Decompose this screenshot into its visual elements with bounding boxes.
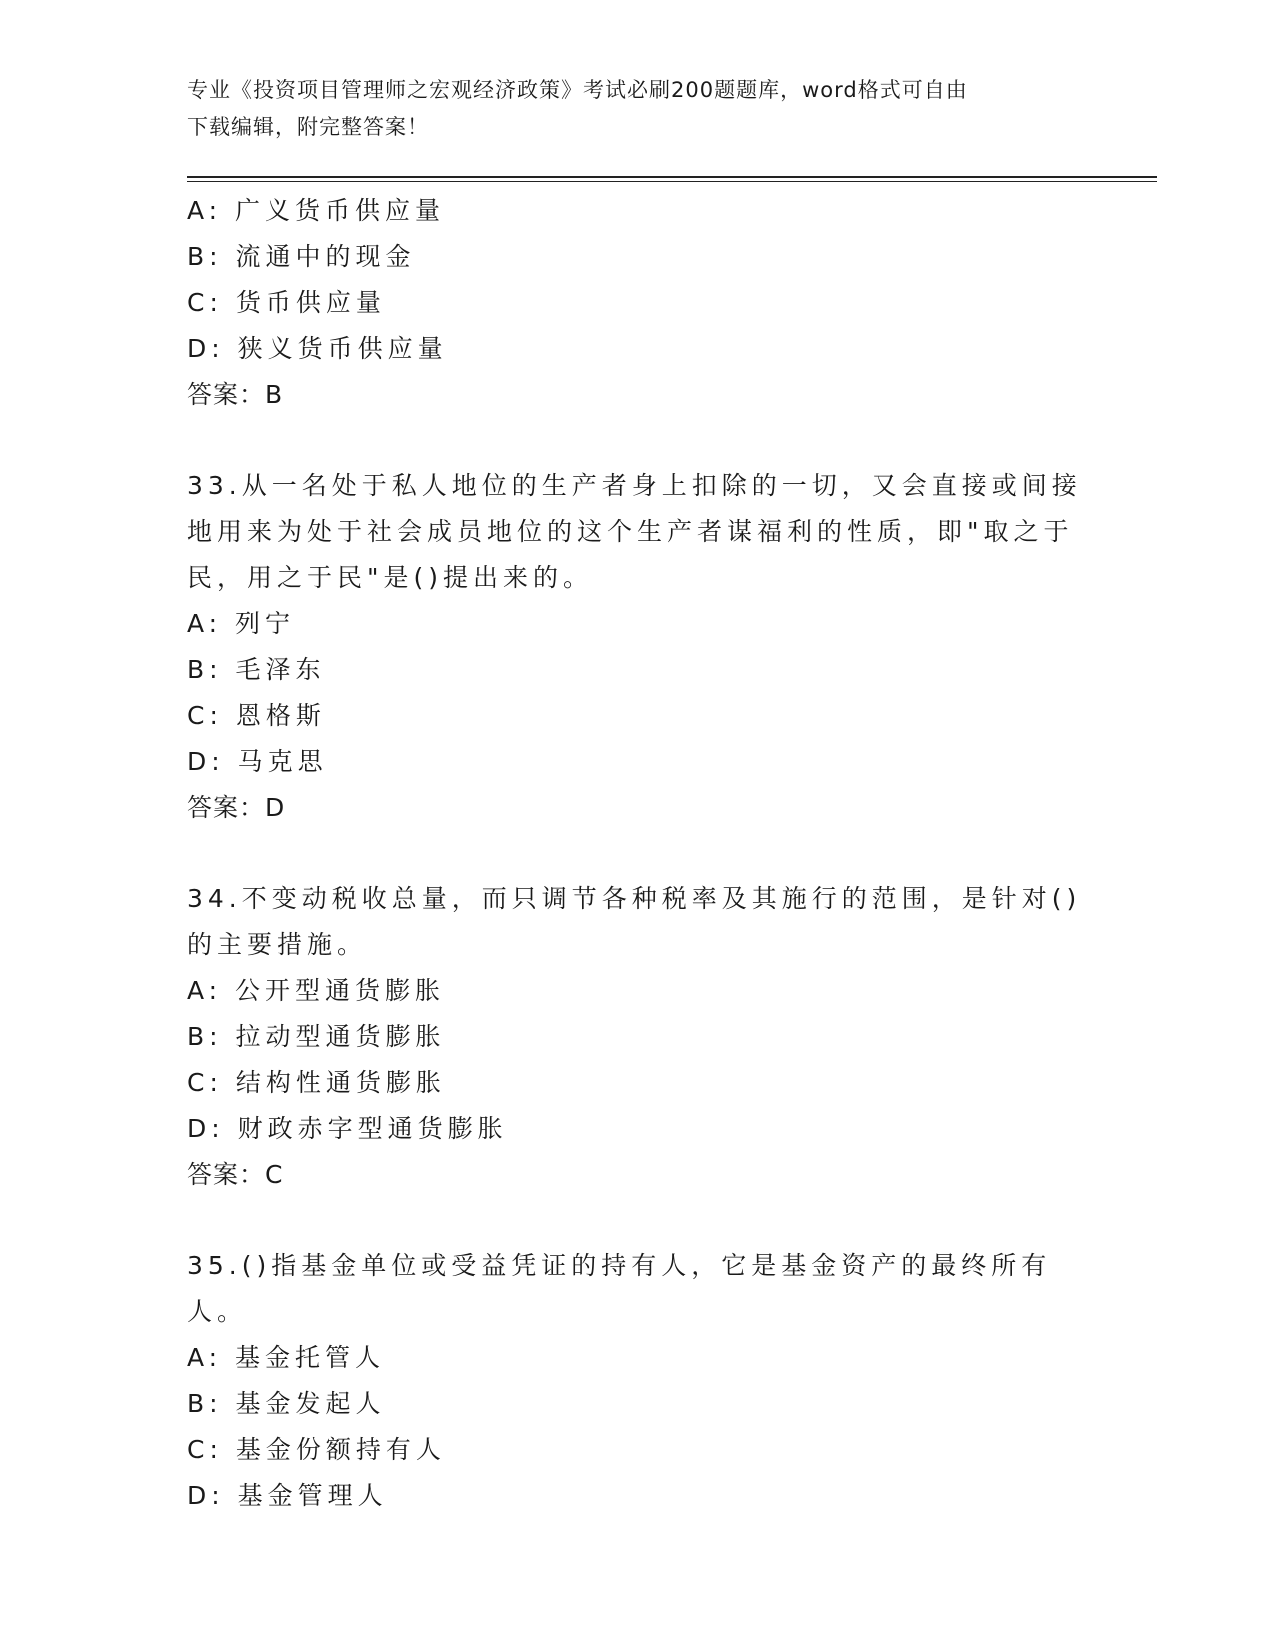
question-text: 34.不变动税收总量，而只调节各种税率及其施行的范围，是针对()的主要措施。 xyxy=(187,884,1082,959)
question-text: 35.()指基金单位或受益凭证的持有人，它是基金资产的最终所有人。 xyxy=(187,1251,1052,1326)
option-d: D: 马克思 xyxy=(187,747,328,776)
option-b: B: 拉动型通货膨胀 xyxy=(187,1022,446,1051)
question-text: 33.从一名处于私人地位的生产者身上扣除的一切，又会直接或间接地用来为处于社会成员地位的这个生产者谋福利的性质，即"取之于民，用之于民"是()提出来的。 xyxy=(187,471,1082,592)
option-d: D: 狭义货币供应量 xyxy=(187,334,448,363)
question-34 xyxy=(187,876,1087,1198)
option-c: C: 恩格斯 xyxy=(187,701,326,730)
question-list xyxy=(187,188,1087,1519)
option-a: A: 公开型通货膨胀 xyxy=(187,976,446,1005)
option-a: A: 列宁 xyxy=(187,609,296,638)
header-rule-thick xyxy=(187,176,1157,178)
answer-line: 答案：C xyxy=(187,1160,284,1189)
answer-line: 答案：D xyxy=(187,793,286,822)
option-d: D: 财政赤字型通货膨胀 xyxy=(187,1114,508,1143)
question-35 xyxy=(187,1243,1087,1519)
option-a: A: 基金托管人 xyxy=(187,1343,386,1372)
header-rule-thin xyxy=(187,181,1157,182)
document-header xyxy=(187,72,1067,146)
option-c: C: 货币供应量 xyxy=(187,288,386,317)
option-b: B: 毛泽东 xyxy=(187,655,326,684)
option-c: C: 结构性通货膨胀 xyxy=(187,1068,446,1097)
header-line-2: 下载编辑，附完整答案！ xyxy=(187,115,429,139)
option-c: C: 基金份额持有人 xyxy=(187,1435,446,1464)
option-b: B: 基金发起人 xyxy=(187,1389,386,1418)
question-32 xyxy=(187,188,1087,418)
option-d: D: 基金管理人 xyxy=(187,1481,388,1510)
option-a: A: 广义货币供应量 xyxy=(187,196,446,225)
answer-line: 答案：B xyxy=(187,380,284,409)
question-33 xyxy=(187,463,1087,831)
header-line-1: 专业《投资项目管理师之宏观经济政策》考试必刷200题题库，word格式可自由 xyxy=(187,78,968,102)
option-b: B: 流通中的现金 xyxy=(187,242,416,271)
